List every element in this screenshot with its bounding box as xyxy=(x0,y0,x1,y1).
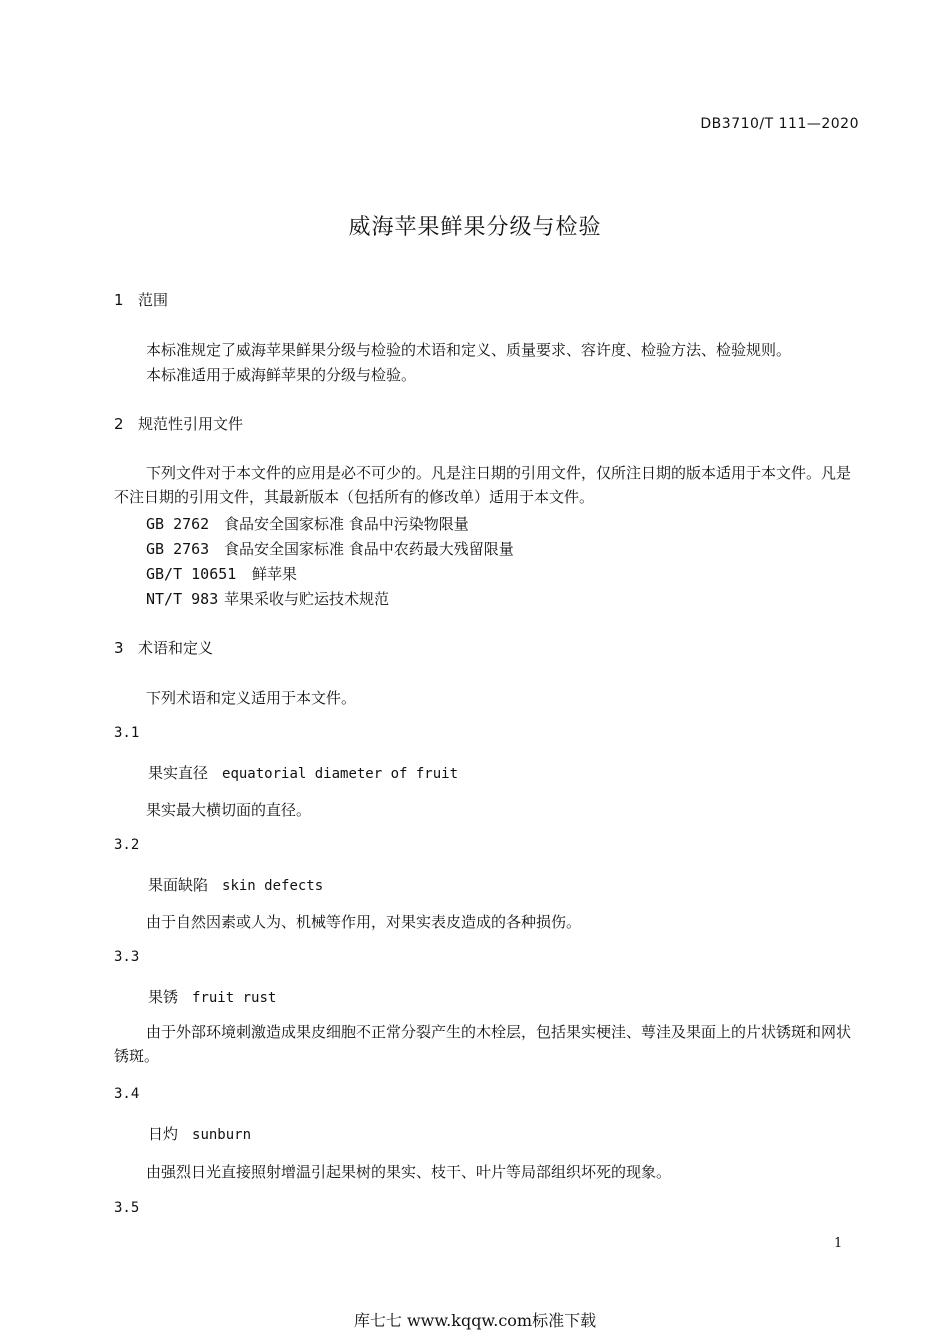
term-heading xyxy=(148,1123,251,1144)
reference-name: 食品安全国家标准 食品中农药最大残留限量 xyxy=(224,540,514,558)
term-definition: 由强烈日光直接照射增温引起果树的果实、枝干、叶片等局部组织坏死的现象。 xyxy=(146,1163,672,1181)
clause-number: 3.1 xyxy=(114,725,140,741)
reference-name: 食品安全国家标准 食品中污染物限量 xyxy=(224,515,469,533)
term-english: equatorial diameter of fruit xyxy=(222,766,459,782)
section-2-paragraph: 下列文件对于本文件的应用是必不可少的。凡是注日期的引用文件，仅所注日期的版本适用于本文件。凡是不注日期的引用文件，其最新版本（包括所有的修改单）适用于本文件。 xyxy=(114,464,852,506)
term-english: fruit rust xyxy=(192,990,277,1006)
document-number: DB3710/T 111—2020 xyxy=(700,116,859,132)
term-english: sunburn xyxy=(192,1127,252,1143)
reference-item xyxy=(146,538,514,559)
term-definition: 由于自然因素或人为、机械等作用，对果实表皮造成的各种损伤。 xyxy=(146,913,582,931)
section-3-paragraph: 下列术语和定义适用于本文件。 xyxy=(146,689,357,707)
reference-item xyxy=(146,563,297,584)
term-chinese: 果实直径 xyxy=(148,764,209,782)
section-1-paragraph-1: 本标准规定了威海苹果鲜果分级与检验的术语和定义、质量要求、容许度、检验方法、检验规则。 xyxy=(146,341,792,359)
footer-watermark: 库七七 www.kqqw.com标准下载 xyxy=(353,1311,597,1330)
term-heading xyxy=(148,986,276,1007)
section-1-paragraph-2: 本标准适用于威海鲜苹果的分级与检验。 xyxy=(146,366,417,384)
term-chinese: 果面缺陷 xyxy=(148,876,209,894)
section-number: 2 xyxy=(114,415,124,433)
section-title: 术语和定义 xyxy=(138,639,214,657)
section-title: 规范性引用文件 xyxy=(138,415,244,433)
reference-code: GB/T 10651 xyxy=(146,565,237,583)
reference-name: 苹果采收与贮运技术规范 xyxy=(224,590,390,608)
term-definition: 果实最大横切面的直径。 xyxy=(146,801,312,819)
section-1-heading xyxy=(114,289,168,310)
reference-code: NT/T 983 xyxy=(146,590,219,608)
term-heading xyxy=(148,874,323,895)
term-heading xyxy=(148,762,458,783)
clause-number: 3.3 xyxy=(114,949,140,965)
term-chinese: 日灼 xyxy=(148,1125,179,1143)
page-number: 1 xyxy=(834,1236,843,1251)
reference-code: GB 2762 xyxy=(146,515,210,533)
reference-item xyxy=(146,513,469,534)
reference-name: 鲜苹果 xyxy=(252,565,298,583)
section-title: 范围 xyxy=(138,291,169,309)
reference-code: GB 2763 xyxy=(146,540,210,558)
term-chinese: 果锈 xyxy=(148,988,179,1006)
section-number: 1 xyxy=(114,291,124,309)
clause-number: 3.2 xyxy=(114,837,140,853)
section-number: 3 xyxy=(114,639,124,657)
section-3-heading xyxy=(114,637,213,658)
clause-number: 3.5 xyxy=(114,1200,140,1216)
page-title: 威海苹果鲜果分级与检验 xyxy=(348,215,602,240)
term-definition: 由于外部环境刺激造成果皮细胞不正常分裂产生的木栓层，包括果实梗洼、萼洼及果面上的片状锈斑和网状锈斑。 xyxy=(114,1023,852,1065)
term-english: skin defects xyxy=(222,878,324,894)
reference-item xyxy=(146,588,389,609)
section-2-heading xyxy=(114,413,243,434)
clause-number: 3.4 xyxy=(114,1086,140,1102)
